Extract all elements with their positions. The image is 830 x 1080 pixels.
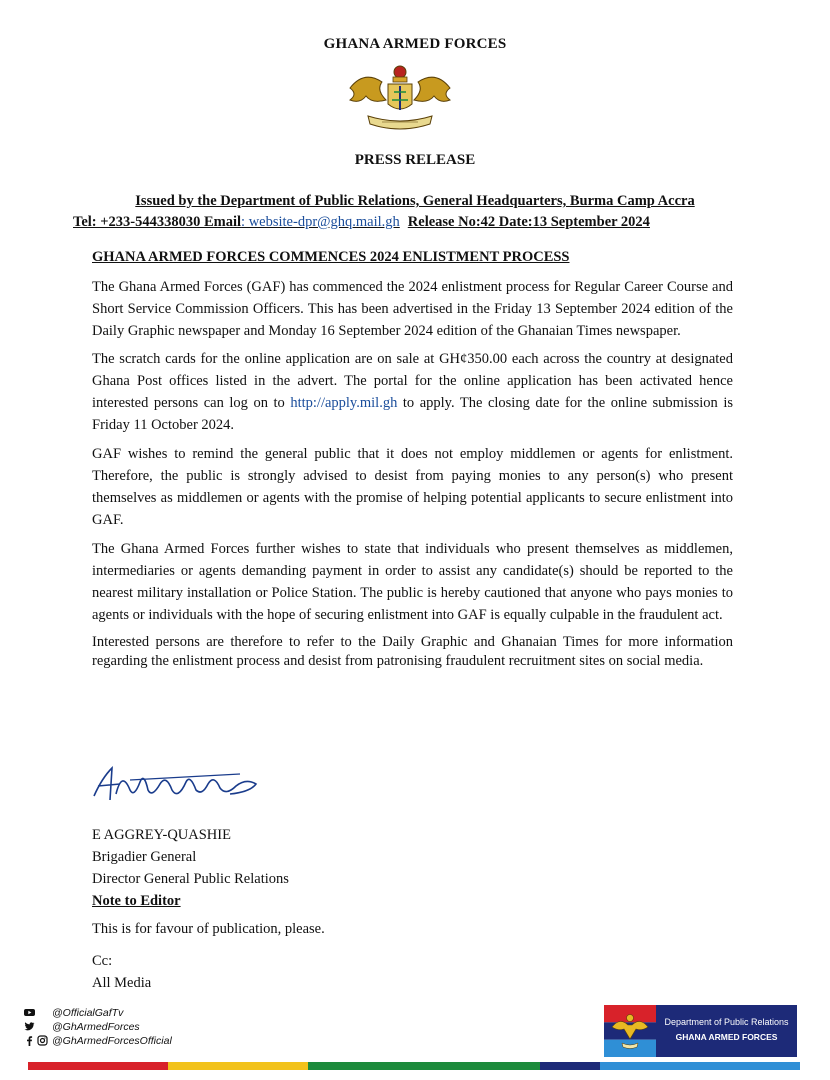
release-headline: GHANA ARMED FORCES COMMENCES 2024 ENLISTMENT PROCESS xyxy=(92,249,570,265)
note-to-editor-heading: Note to Editor xyxy=(92,893,181,909)
cc-block xyxy=(92,950,151,994)
signature-icon xyxy=(90,760,265,808)
apply-portal-link[interactable]: http://apply.mil.gh xyxy=(290,395,398,411)
paragraph-refer-newspapers: Interested persons are therefore to refer to the Daily Graphic and Ghanaian Times for more information regarding the enlistment process and desist from patronising fraudulent recruitment sites on social media. xyxy=(92,634,733,669)
facebook-icon xyxy=(24,1035,35,1046)
stripe-red xyxy=(28,1062,168,1070)
cc-label: Cc: xyxy=(92,953,113,969)
contact-line xyxy=(73,214,753,231)
contact-email-link[interactable]: : website-dpr@ghq.mail.gh xyxy=(241,214,400,230)
stripe-blue xyxy=(600,1062,800,1070)
signatory-name: E AGGREY-QUASHIE xyxy=(92,827,231,843)
social-row-facebook-instagram[interactable] xyxy=(24,1034,254,1047)
twitter-icon xyxy=(24,1021,35,1032)
signatory-rank: Brigadier General xyxy=(92,849,197,865)
organization-title: GHANA ARMED FORCES xyxy=(323,36,507,52)
press-release-heading: PRESS RELEASE xyxy=(354,152,476,168)
paragraph-scratch-cards xyxy=(92,348,733,436)
signatory-block xyxy=(92,824,289,912)
issued-by-line: Issued by the Department of Public Relations, General Headquarters, Burma Camp Accra xyxy=(135,193,695,209)
dpr-logo-icon xyxy=(604,1005,656,1057)
paragraph-commencement: The Ghana Armed Forces (GAF) has commenced the 2024 enlistment process for Regular Career Course and Short Service Commission Officers. This has been advertised in the Friday 13 September 2024 edition of the Daily Graphic newspaper and Monday 16 September 2024 edition of the Ghanaian Times newspaper. xyxy=(92,279,733,339)
dpr-organization-name: GHANA ARMED FORCES xyxy=(675,1032,778,1042)
stripe-yellow xyxy=(168,1062,308,1070)
dpr-text-panel xyxy=(656,1005,797,1057)
stripe-green xyxy=(308,1062,540,1070)
dpr-department-name: Department of Public Relations xyxy=(664,1017,789,1027)
dpr-badge xyxy=(604,1005,797,1057)
youtube-handle: @OfficialGafTv xyxy=(52,1006,124,1019)
paragraph-scratch-cards-closing: to apply. The closing date for the online submission is Friday 11 October 2024. xyxy=(92,395,734,433)
twitter-handle: @GhArmedForces xyxy=(52,1020,140,1033)
paragraph-scratch-cards-text: The scratch cards for the online application are on sale at GH¢350.00 each across the country at designated Ghana Post offices listed in the advert. The portal for the online application has been activated hence interested persons can log on to xyxy=(92,351,733,411)
signatory-title: Director General Public Relations xyxy=(92,871,289,887)
facebook-instagram-handle: @GhArmedForcesOfficial xyxy=(52,1034,172,1047)
publication-request: This is for favour of publication, please. xyxy=(92,921,325,937)
paragraph-no-middlemen: GAF wishes to remind the general public that it does not employ middlemen or agents for enlistment. Therefore, the public is strongly advised to desist from paying monies to any person(s) who present themselves as middlemen or agents with the promise of helping potential applicants to secure enlistment into GAF. xyxy=(92,446,733,528)
cc-value: All Media xyxy=(92,975,152,991)
release-body xyxy=(92,276,733,678)
stripe-navy xyxy=(540,1062,600,1070)
social-row-youtube[interactable] xyxy=(24,1006,254,1019)
release-number-date: Release No:42 Date:13 September 2024 xyxy=(407,214,650,230)
instagram-icon xyxy=(37,1035,48,1046)
gaf-crest-icon xyxy=(342,60,458,138)
contact-telephone: Tel: +233-544338030 Email xyxy=(73,214,242,230)
paragraph-caution: The Ghana Armed Forces further wishes to state that individuals who present themselves as middlemen, intermediaries or agents demanding payment in order to assist any candidate(s) should be reported to the nearest military installation or Police Station. The public is hereby cautioned that anyone who pays monies to agents or individuals with the hope of securing enlistment into GAF is equally culpable in the fraudulent act. xyxy=(92,541,733,623)
youtube-icon xyxy=(24,1007,35,1018)
social-row-twitter[interactable] xyxy=(24,1020,254,1033)
social-media-handles xyxy=(24,1006,254,1048)
